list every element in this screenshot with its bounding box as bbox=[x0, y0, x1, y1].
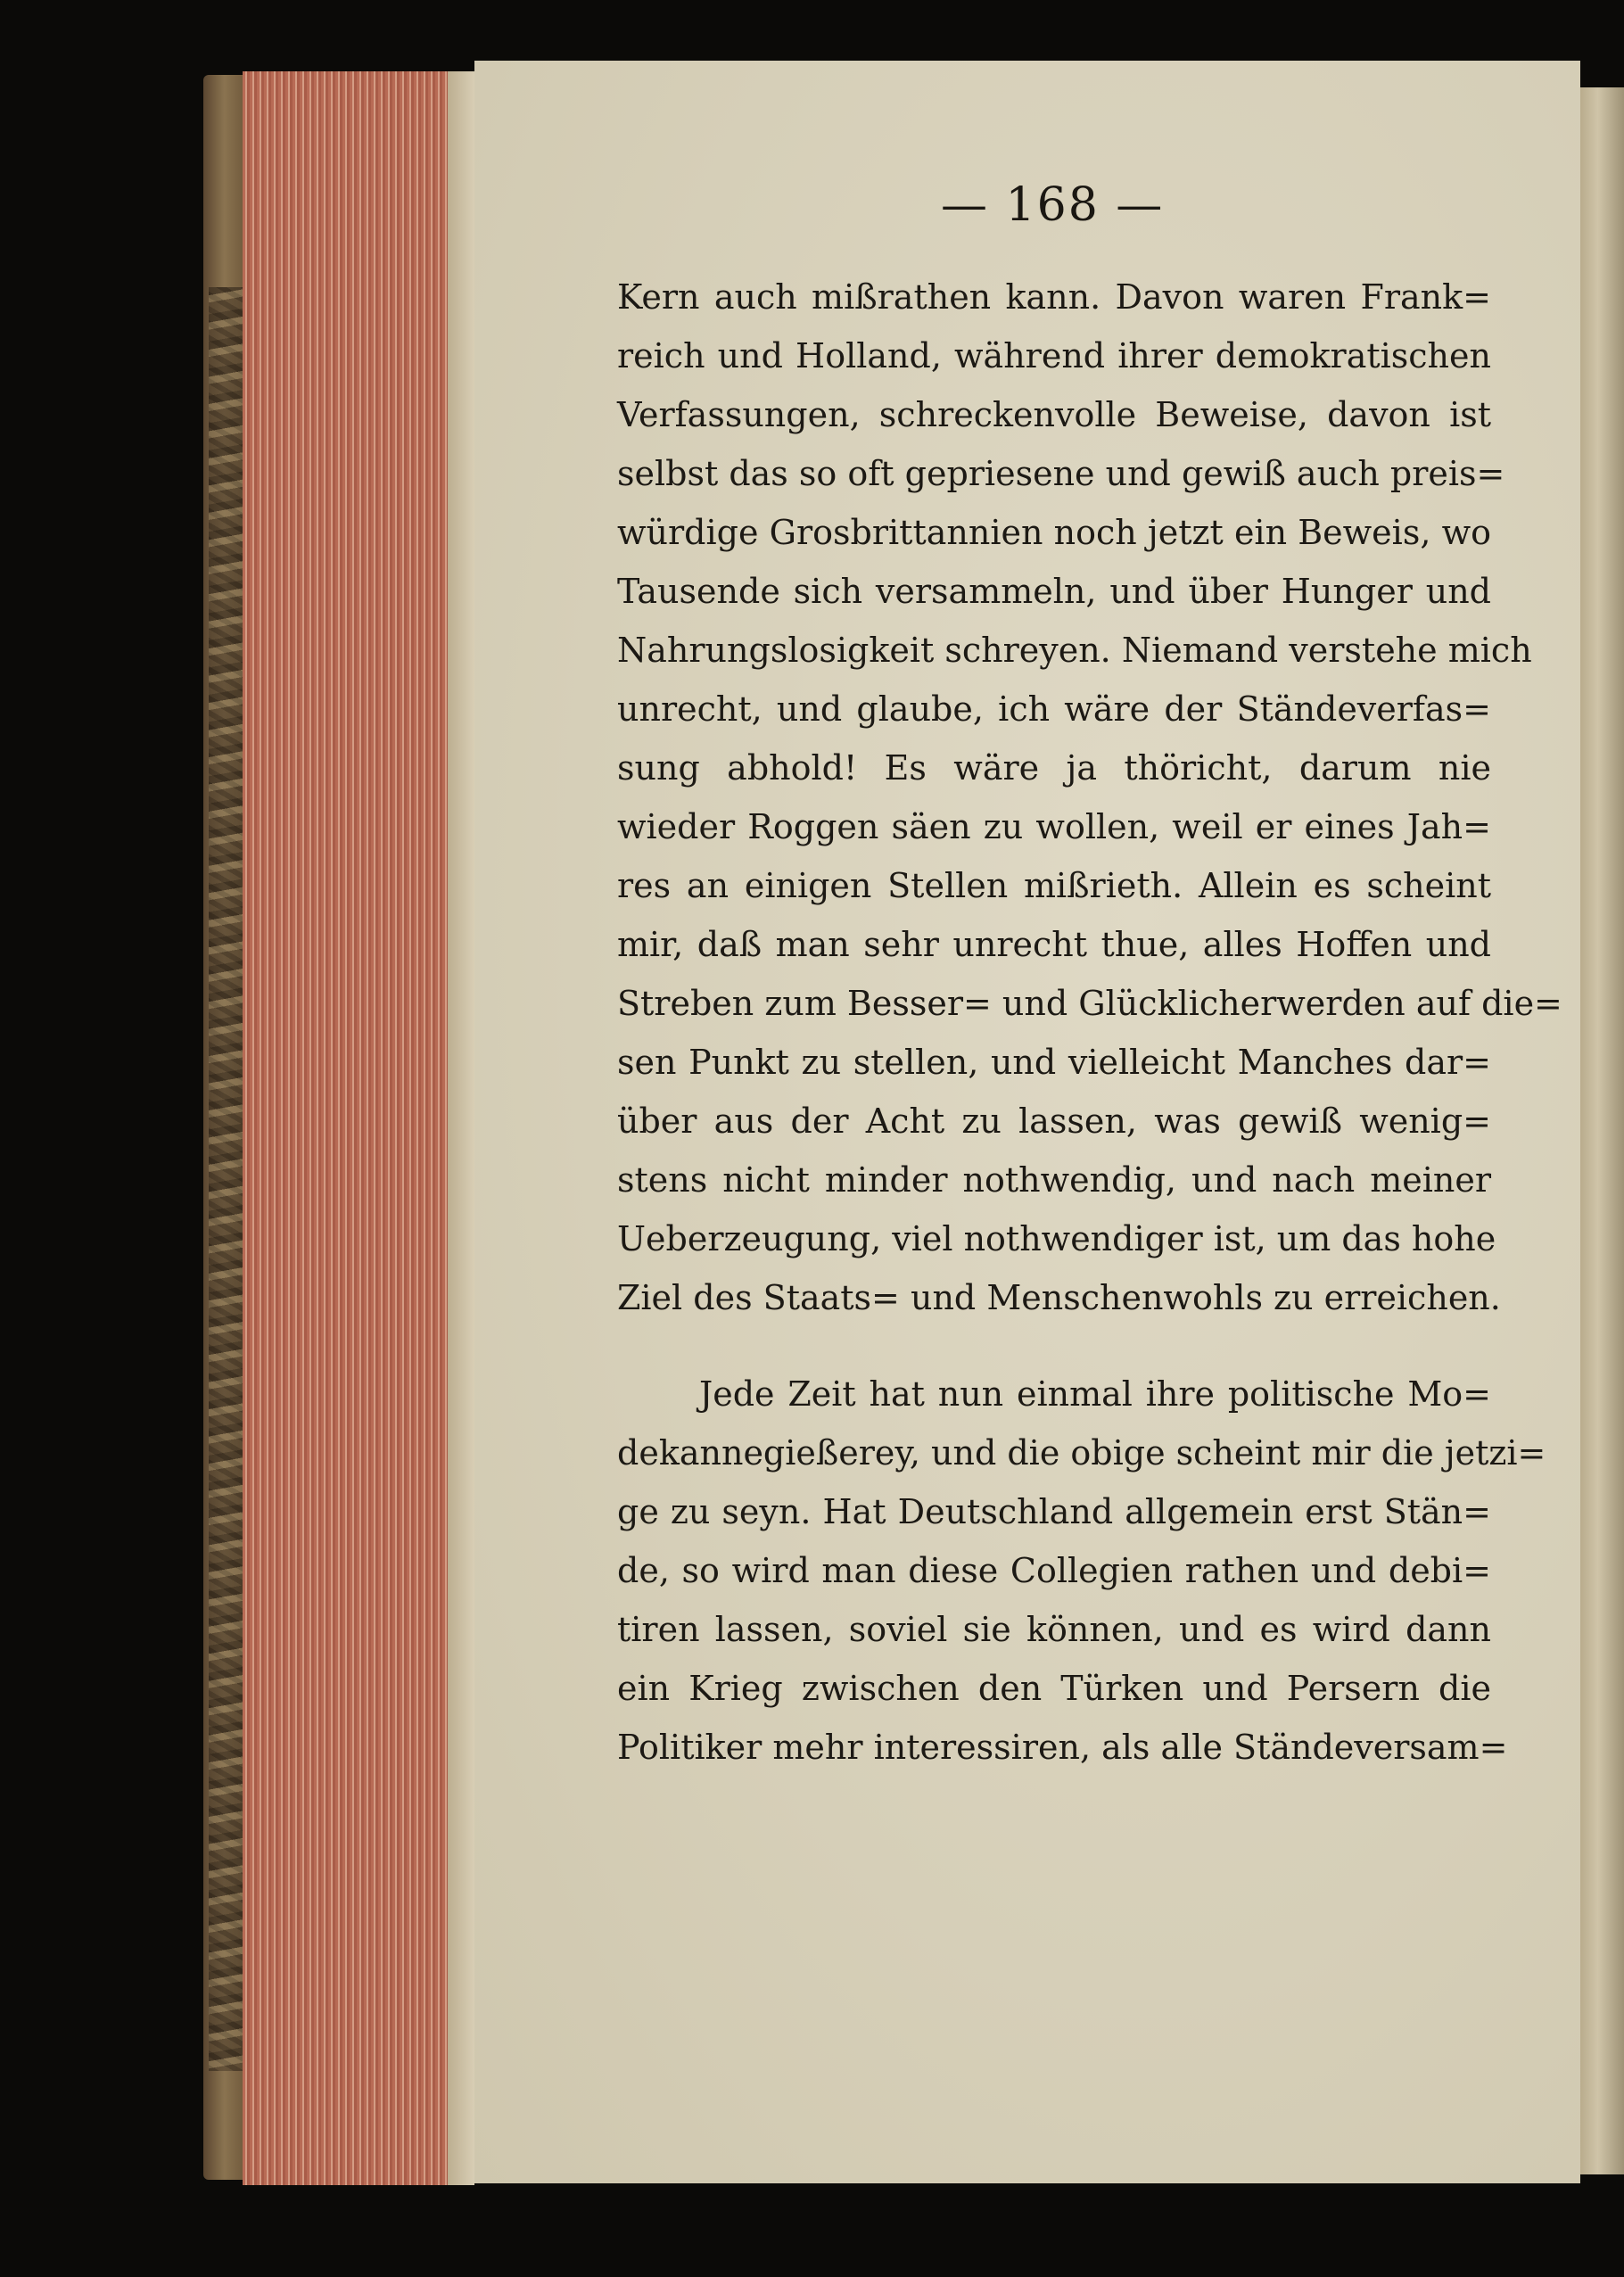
text-line: würdige Grosbrittannien noch jetzt ein Beweis, wo bbox=[617, 513, 1491, 552]
page-text bbox=[617, 268, 1562, 1777]
page-gutter bbox=[448, 71, 474, 2185]
text-line: Tausende sich versammeln, und über Hunger und bbox=[617, 572, 1491, 611]
page-edges bbox=[243, 71, 448, 2185]
text-line: reich und Holland, während ihrer demokratischen bbox=[617, 336, 1491, 375]
paragraph-1 bbox=[617, 268, 1562, 1327]
text-line: selbst das so oft gepriesene und gewiß auch preis= bbox=[617, 454, 1505, 493]
text-line: Politiker mehr interessiren, als alle Ständeversam= bbox=[617, 1728, 1508, 1767]
text-line: wieder Roggen säen zu wollen, weil er eines Jah= bbox=[617, 807, 1491, 846]
text-line: mir, daß man sehr unrecht thue, alles Hoffen und bbox=[617, 925, 1491, 964]
text-line: dekannegießerey, und die obige scheint mir die jetzi= bbox=[617, 1433, 1546, 1473]
text-line: Kern auch mißrathen kann. Davon waren Frank= bbox=[617, 277, 1491, 317]
text-line: res an einigen Stellen mißrieth. Allein es scheint bbox=[617, 866, 1491, 905]
paragraph-2 bbox=[617, 1365, 1546, 1777]
text-line: sung abhold! Es wäre ja thöricht, darum nie bbox=[617, 748, 1491, 788]
text-line: sen Punkt zu stellen, und vielleicht Manches dar= bbox=[617, 1043, 1491, 1082]
text-line: Ueberzeugung, viel nothwendiger ist, um das hohe bbox=[617, 1219, 1496, 1258]
text-line: tiren lassen, soviel sie können, und es wird dann bbox=[617, 1610, 1491, 1649]
text-line: Verfassungen, schreckenvolle Beweise, davon ist bbox=[617, 395, 1491, 434]
text-line: unrecht, und glaube, ich wäre der Ständeverfas= bbox=[617, 689, 1491, 729]
text-line: ge zu seyn. Hat Deutschland allgemein erst Stän= bbox=[617, 1492, 1491, 1531]
page-number: — 168 — bbox=[941, 178, 1165, 232]
text-line: Streben zum Besser= und Glücklicherwerden auf die= bbox=[617, 984, 1562, 1023]
text-line: ein Krieg zwischen den Türken und Persern die bbox=[617, 1669, 1491, 1708]
text-line: stens nicht minder nothwendig, und nach meiner bbox=[617, 1160, 1491, 1200]
text-line: de, so wird man diese Collegien rathen und debi= bbox=[617, 1551, 1491, 1590]
next-page-edge bbox=[1580, 87, 1624, 2174]
text-line: über aus der Acht zu lassen, was gewiß wenig= bbox=[617, 1101, 1491, 1141]
text-line: Ziel des Staats= und Menschenwohls zu erreichen. bbox=[617, 1278, 1501, 1317]
text-line: Jede Zeit hat nun einmal ihre politische Mo= bbox=[699, 1374, 1491, 1414]
marbled-cover bbox=[209, 287, 243, 2071]
text-line: Nahrungslosigkeit schreyen. Niemand verstehe mich bbox=[617, 631, 1532, 670]
